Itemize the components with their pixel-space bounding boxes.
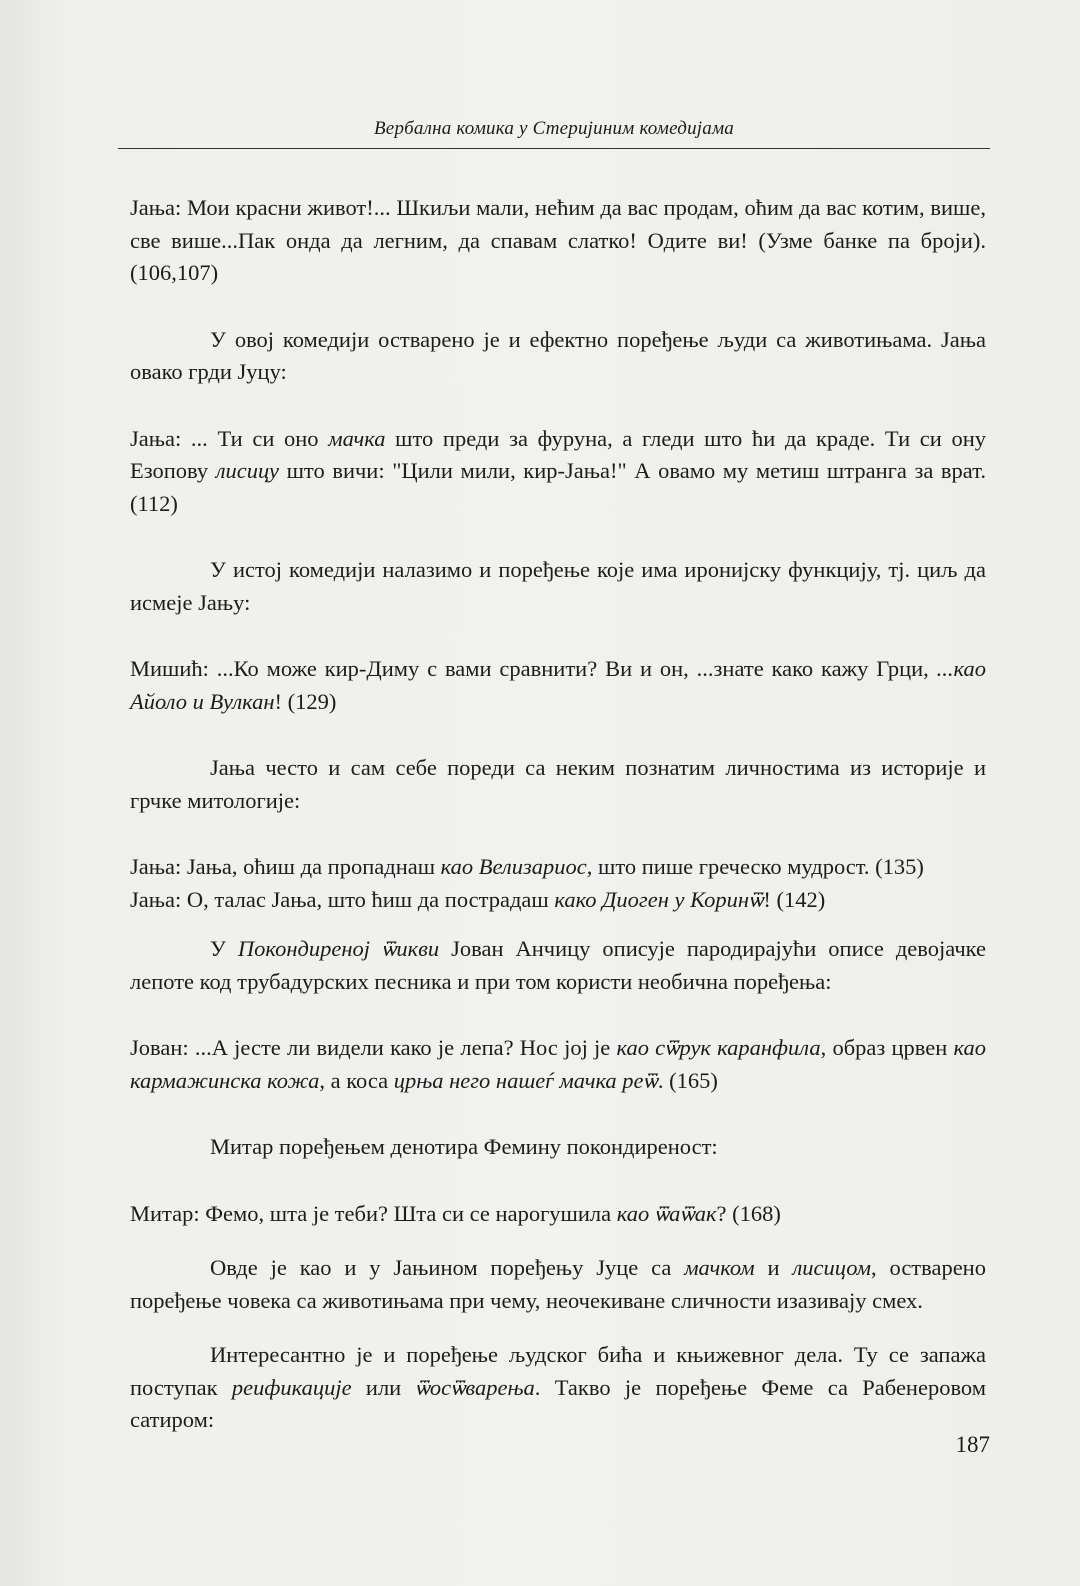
paragraph-ironic-function: У истој комедији налазимо и поређење које има иронијску функцију, тј. циљ да исмеје Јању:	[130, 557, 986, 615]
paragraph-comparison-animals: У овој комедији остварено је и ефектно поређење људи са животињама. Јања овако грди Јуцу:	[130, 326, 986, 384]
header-rule	[118, 148, 990, 149]
running-head: Вербална комика у Стеријиним комедијама	[374, 118, 734, 139]
quote-janja-4: Јања: О, талас Јања, што ћиш да пострадаш како Диоген у Коринѿ! (142)	[130, 886, 826, 912]
quote-janja-3: Јања: Јања, оћиш да пропаднаш као Велизариос, што пише греческо мудрост. (135)	[130, 854, 924, 879]
paragraph-jovan-parody: У Покондиреној ѿикви Јован Анчицу описује пародирајући описе девојачке лепоте код трубадурских песника и при том користи необична поређења:	[130, 936, 987, 994]
quote-jovan: Јован: ...А јесте ли видели како је лепа? Нос јој је као сѿрук каранфила, образ црвен као кармажинска кожа, а коса црња него нашеѓ мачка реѿ. (165)	[130, 1035, 986, 1093]
paragraph-comparison-laughter: Овде је као и у Јањином поређењу Јуце са мачком и лисицом, остварено поређење човека са животињама при чему, неочекиване сличности изазивају смех.	[130, 1255, 986, 1313]
paragraph-reification: Интересантно је и поређење људског бића и књижевног дела. Ту се запажа поступак реификације или ѿосѿварења. Такво је поређење Феме са Рабенеровом сатиром:	[130, 1342, 986, 1432]
quote-misic: Мишић: ...Ко може кир-Диму с вами сравнити? Ви и он, ...знате како кажу Грци, ...као Айоло и Вулкан! (129)	[130, 656, 986, 714]
quote-mitar: Митар: Фемо, шта је теби? Шта си се нарогушила као ѿаѿак? (168)	[130, 1200, 781, 1226]
paragraph-janja-compares: Јања често и сам себе пореди са неким познатим личностима из историје и грчке митологије:	[130, 755, 986, 813]
quote-janja-2: Јања: ... Ти си оно мачка што преди за фуруна, а гледи што ћи да краде. Ти си ону Езопову лисицу што вичи: "Цили мили, кир-Јања!" А овамо му метиш штранга за врат. (112)	[130, 425, 987, 516]
body-text	[130, 192, 986, 1437]
page-number: 187	[955, 1432, 990, 1457]
quote-janja-1: Јања: Мои красни живот!... Шкиљи мали, нећим да вас продам, оћим да вас котим, више, све више...Пак онда да легним, да спавам слатко! Одите ви! (Узме банке па броји). (106,107)	[130, 195, 986, 285]
paragraph-mitar: Митар поређењем денотира Фемину покондиреност:	[210, 1134, 718, 1159]
